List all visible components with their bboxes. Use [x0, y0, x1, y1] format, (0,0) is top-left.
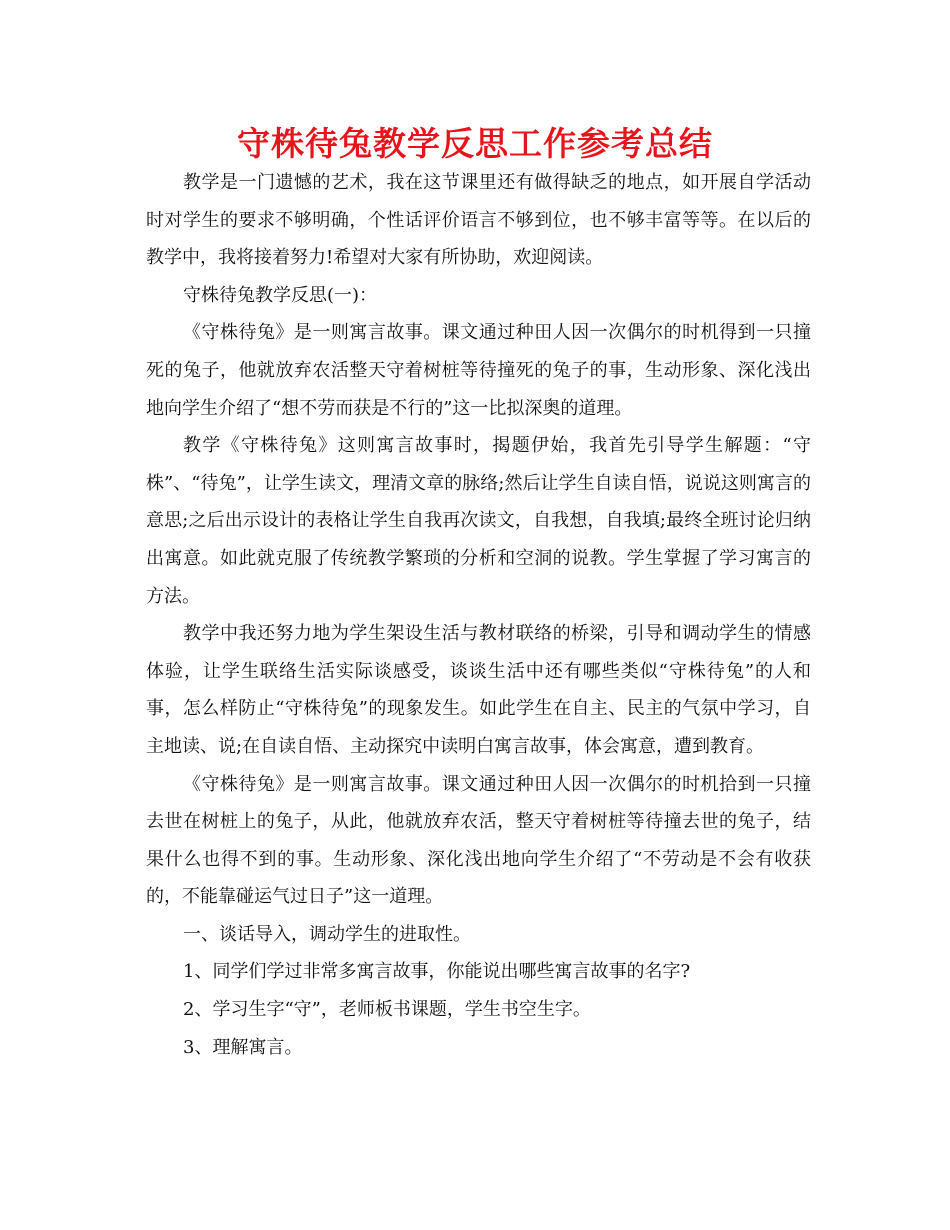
document-title: 守株待兔教学反思工作参考总结	[237, 124, 713, 163]
paragraph-story-summary-2: 《守株待兔》是一则寓言故事。课文通过种田人因一次偶尔的时机拾到一只撞去世在树桩上的兔子，从此，他就放弃农活，整天守着树桩等待撞去世的兔子，结果什么也得不到的事。生动形象、深化浅出地向学生介绍了“不劳动是不会有收获的，不能靠碰运气过日子”这一道理。	[146, 773, 811, 908]
paragraph-step-1-item-1: 1、同学们学过非常多寓言故事，你能说出哪些寓言故事的名字?	[183, 961, 691, 983]
document-body	[146, 164, 811, 1066]
paragraph-teaching-method: 教学《守株待兔》这则寓言故事时，揭题伊始，我首先引导学生解题：“守株”、“待兔”，让学生读文，理清文章的脉络;然后让学生自读自悟，说说这则寓言的意思;之后出示设计的表格让学生自我再次读文，自我想，自我填;最终全班讨论归纳出寓意。如此就克服了传统教学繁琐的分析和空洞的说教。学生掌握了学习寓言的方法。	[146, 435, 811, 607]
paragraph-story-summary: 《守株待兔》是一则寓言故事。课文通过种田人因一次偶尔的时机得到一只撞死的兔子，他就放弃农活整天守着树桩等待撞死的兔子的事，生动形象、深化浅出地向学生介绍了“想不劳而获是不行的”这一比拟深奥的道理。	[146, 322, 811, 419]
paragraph-step-1-heading: 一、谈话导入，调动学生的进取性。	[183, 923, 471, 945]
paragraph-intro: 教学是一门遗憾的艺术，我在这节课里还有做得缺乏的地点，如开展自学活动时对学生的要求不够明确，个性话评价语言不够到位，也不够丰富等等。在以后的教学中，我将接着努力!希望对大家有所协助，欢迎阅读。	[146, 172, 811, 269]
paragraph-life-connection: 教学中我还努力地为学生架设生活与教材联络的桥梁，引导和调动学生的情感体验，让学生联络生活实际谈感受，谈谈生活中还有哪些类似“守株待兔”的人和事，怎么样防止“守株待兔”的现象发生。如此学生在自主、民主的气氛中学习，自主地读、说;在自读自悟、主动探究中读明白寓言故事，体会寓意，遭到教育。	[146, 623, 811, 757]
paragraph-section-heading: 守株待兔教学反思(一)：	[183, 284, 378, 306]
paragraph-step-1-item-3: 3、理解寓言。	[183, 1036, 303, 1058]
paragraph-step-1-item-2: 2、学习生字“守”，老师板书课题，学生书空生字。	[183, 999, 591, 1021]
